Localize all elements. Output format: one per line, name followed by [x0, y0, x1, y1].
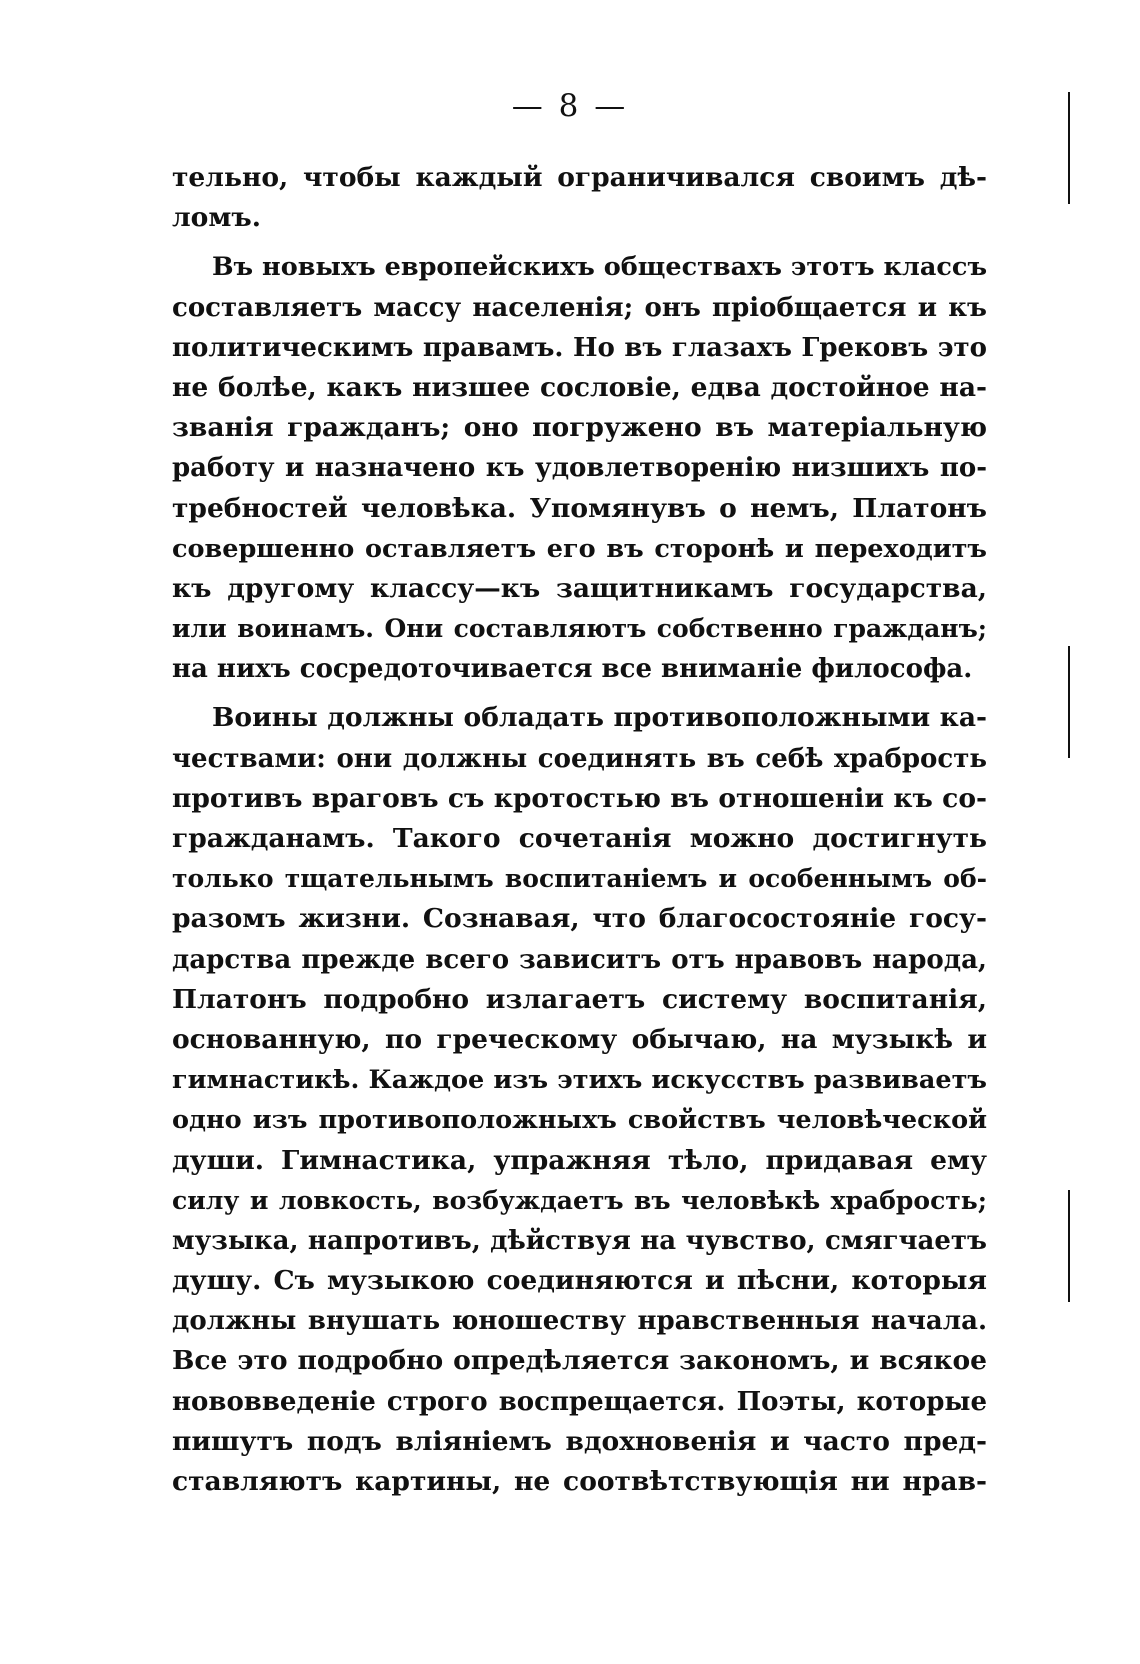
- text-line: силу и ловкость, возбуждаетъ въ человѣкѣ храбрость;: [172, 1185, 987, 1215]
- text-line: къ другому классу—къ защитникамъ государства,: [172, 572, 987, 604]
- text-line: гражданамъ. Такого сочетанія можно достигнуть: [172, 823, 987, 854]
- text-line: тельно, чтобы каждый ограничивался своимъ дѣ-: [172, 162, 987, 193]
- text-line: одно изъ противоположныхъ свойствъ человѣческой: [172, 1105, 987, 1136]
- page-number: — 8 —: [511, 88, 629, 124]
- text-line: Воины должны обладать противоположными ка-: [212, 702, 987, 734]
- text-line: Все это подробно опредѣляется закономъ, и всякое: [172, 1345, 987, 1377]
- paragraph: [172, 158, 987, 238]
- text-line: не болѣе, какъ низшее сословіе, едва достойное на-: [172, 371, 987, 403]
- scan-edge-mark: [1068, 646, 1070, 758]
- text-line: на нихъ сосредоточивается все вниманіе философа.: [172, 654, 973, 685]
- paragraph: [172, 698, 987, 1502]
- text-line: дарства прежде всего зависитъ отъ нравовъ народа,: [172, 944, 987, 975]
- text-line: души. Гимнастика, упражняя тѣло, придавая ему: [172, 1144, 987, 1176]
- text-line: работу и назначено къ удовлетворенію низшихъ по-: [172, 453, 987, 484]
- text-line: разомъ жизни. Сознавая, что благосостояніе госу-: [172, 903, 987, 935]
- text-line: гимнастикѣ. Каждое изъ этихъ искусствъ развиваетъ: [172, 1065, 987, 1096]
- text-line: совершенно оставляетъ его въ сторонѣ и переходитъ: [172, 533, 987, 564]
- text-line: нововведеніе строго воспрещается. Поэты, которые: [172, 1386, 987, 1417]
- text-line: политическимъ правамъ. Но въ глазахъ Грековъ это: [172, 332, 987, 363]
- scan-edge-mark: [1068, 92, 1070, 204]
- text-line: должны внушать юношеству нравственныя начала.: [172, 1306, 987, 1337]
- text-line: требностей человѣка. Упомянувъ о немъ, Платонъ: [172, 492, 987, 524]
- text-line: душу. Съ музыкою соединяются и пѣсни, которыя: [172, 1265, 987, 1297]
- text-line: ломъ.: [172, 202, 261, 234]
- text-line: Платонъ подробно излагаетъ систему воспитанія,: [172, 983, 987, 1015]
- text-line: противъ враговъ съ кротостью въ отношеніи къ со-: [172, 782, 987, 814]
- paragraph: [172, 247, 987, 689]
- body-text: [172, 158, 987, 1502]
- scan-edge-mark: [1068, 1190, 1070, 1302]
- text-line: составляетъ массу населенія; онъ пріобщается и къ: [172, 292, 987, 323]
- text-line: ставляютъ картины, не соотвѣтствующія ни нрав-: [172, 1466, 987, 1497]
- text-line: Въ новыхъ европейскихъ обществахъ этотъ классъ: [212, 252, 987, 283]
- text-line: чествами: они должны соединять въ себѣ храбрость: [172, 743, 987, 774]
- text-line: или воинамъ. Они составляютъ собственно гражданъ;: [172, 614, 987, 644]
- text-line: званія гражданъ; оно погружено въ матеріальную: [172, 412, 987, 444]
- text-line: пишутъ подъ вліяніемъ вдохновенія и часто пред-: [172, 1425, 987, 1457]
- text-line: основанную, по греческому обычаю, на музыкѣ и: [172, 1023, 987, 1055]
- text-line: только тщательнымъ воспитаніемъ и особеннымъ об-: [172, 864, 987, 894]
- text-line: музыка, напротивъ, дѣйствуя на чувство, смягчаетъ: [172, 1225, 987, 1256]
